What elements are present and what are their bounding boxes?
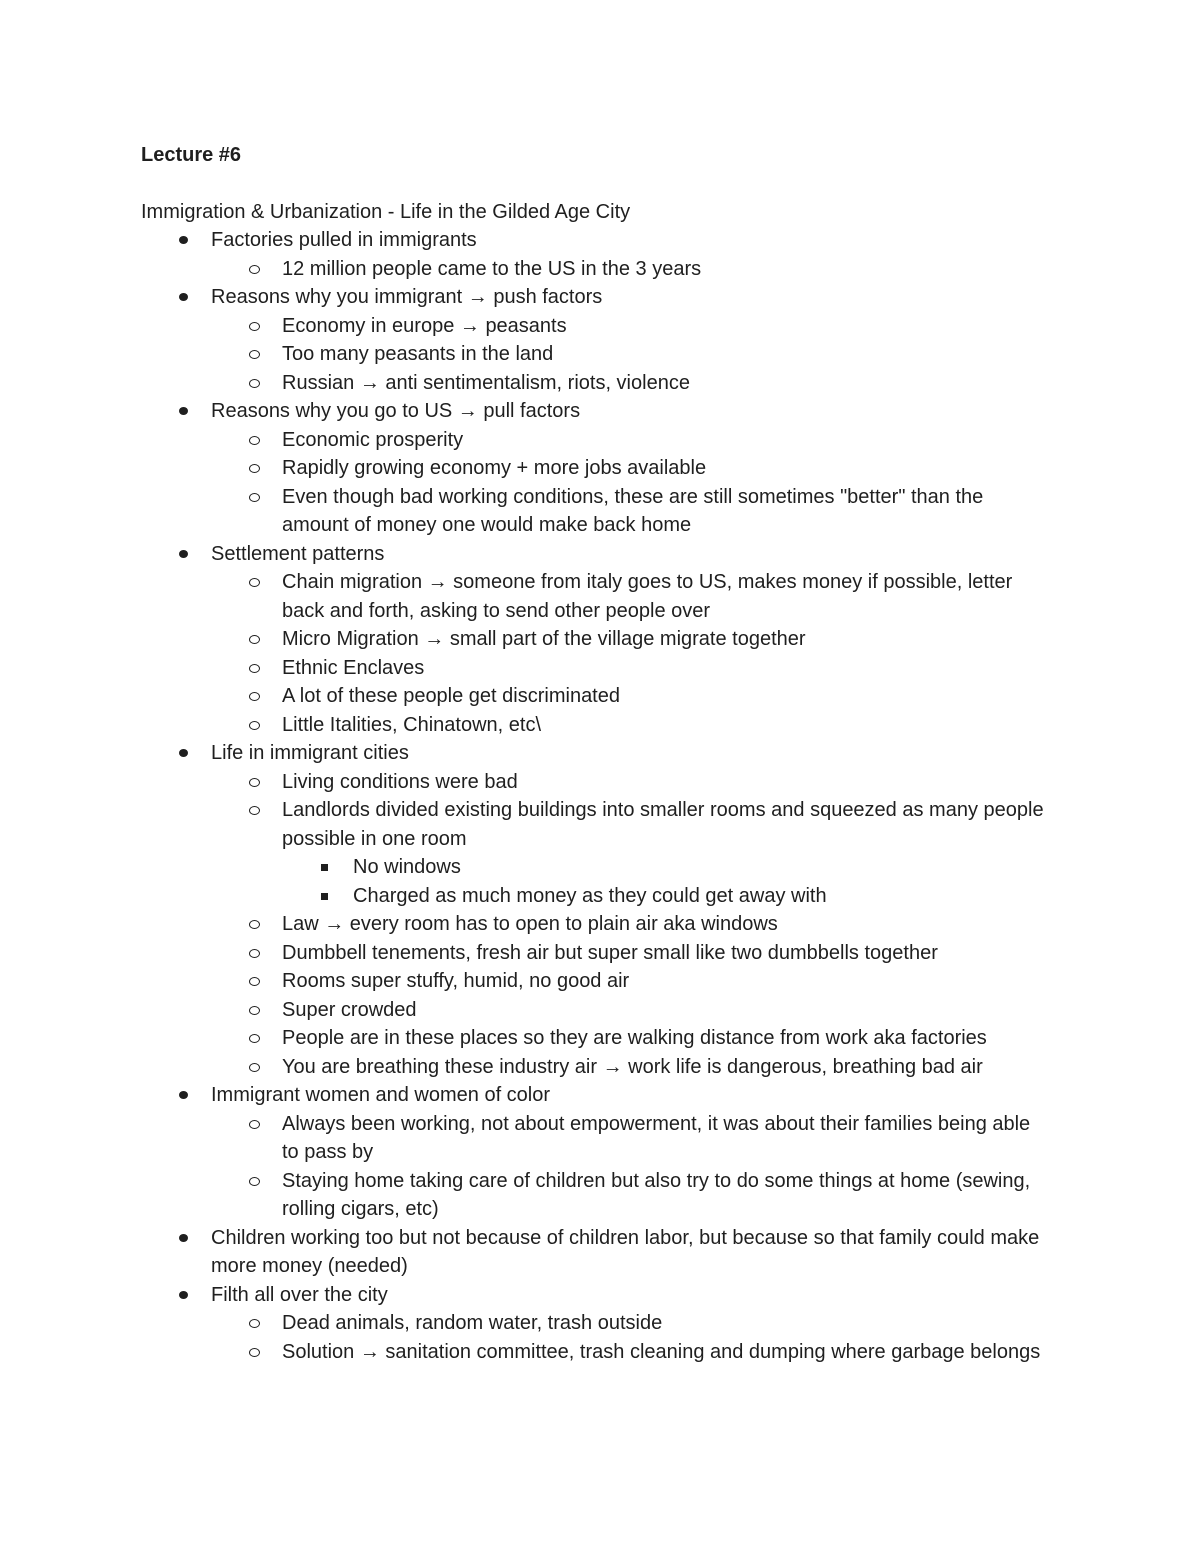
filled-bullet-icon xyxy=(179,1091,188,1099)
list-item xyxy=(0,996,1200,1025)
list-item-text: Reasons why you immigrant → push factors xyxy=(211,286,603,308)
list-item-text: Always been working, not about empowerment, it was about their families being able to pass by xyxy=(282,1112,1031,1163)
list-item xyxy=(0,312,1200,341)
filled-bullet-icon xyxy=(179,1234,188,1242)
sub-list xyxy=(0,853,1200,910)
list-item xyxy=(0,540,1200,740)
list-item xyxy=(0,1053,1200,1082)
filled-bullet-icon xyxy=(179,407,188,415)
list-item xyxy=(0,568,1200,625)
list-item xyxy=(0,939,1200,968)
list-item xyxy=(0,283,1200,397)
list-item xyxy=(0,1224,1200,1281)
list-item-text: Filth all over the city xyxy=(211,1283,388,1306)
hollow-bullet-icon xyxy=(249,1177,260,1186)
filled-bullet-icon xyxy=(179,293,188,301)
hollow-bullet-icon xyxy=(249,1319,260,1328)
list-item xyxy=(0,1167,1200,1224)
filled-bullet-icon xyxy=(179,749,188,757)
list-item-text: Rooms super stuffy, humid, no good air xyxy=(282,970,630,992)
sub-list xyxy=(0,1110,1200,1224)
lecture-title: Lecture #6 xyxy=(141,144,242,166)
list-item-text: Rapidly growing economy + more jobs available xyxy=(282,457,707,479)
hollow-bullet-icon xyxy=(249,1034,260,1043)
list-item-text: Law → every room has to open to plain air aka windows xyxy=(282,913,778,935)
list-item-text: Settlement patterns xyxy=(211,542,385,565)
list-item-text: Economic prosperity xyxy=(282,428,464,451)
list-item xyxy=(0,882,1200,911)
hollow-bullet-icon xyxy=(249,578,260,587)
hollow-bullet-icon xyxy=(249,949,260,958)
list-item xyxy=(0,426,1200,455)
list-item-text: Life in immigrant cities xyxy=(211,742,409,764)
list-item xyxy=(0,739,1200,1081)
list-item xyxy=(0,1110,1200,1167)
list-item xyxy=(0,226,1200,283)
hollow-bullet-icon xyxy=(249,977,260,986)
list-item-text: You are breathing these industry air → work life is dangerous, breathing bad air xyxy=(282,1055,983,1078)
list-item-text: Dumbbell tenements, fresh air but super small like two dumbbells together xyxy=(282,941,938,964)
sub-list xyxy=(0,426,1200,540)
hollow-bullet-icon xyxy=(249,436,260,445)
hollow-bullet-icon xyxy=(249,635,260,644)
list-item-text: Dead animals, random water, trash outside xyxy=(282,1312,663,1334)
list-item-text: Staying home taking care of children but also try to do some things at home (sewing, rolling cigars, etc) xyxy=(282,1169,1031,1220)
list-item xyxy=(0,1281,1200,1367)
list-item xyxy=(0,340,1200,369)
filled-bullet-icon xyxy=(179,236,188,244)
list-item-text: Factories pulled in immigrants xyxy=(211,229,477,251)
list-item-text: Ethnic Enclaves xyxy=(282,656,425,679)
list-item xyxy=(0,369,1200,398)
notes-outline xyxy=(0,226,1200,1366)
hollow-bullet-icon xyxy=(249,1120,260,1129)
hollow-bullet-icon xyxy=(249,721,260,730)
hollow-bullet-icon xyxy=(249,778,260,787)
list-item xyxy=(0,1338,1200,1367)
list-item-text: Super crowded xyxy=(282,998,417,1021)
square-bullet-icon xyxy=(321,893,328,900)
list-item xyxy=(0,454,1200,483)
hollow-bullet-icon xyxy=(249,664,260,673)
hollow-bullet-icon xyxy=(249,350,260,359)
list-item-text: Reasons why you go to US → pull factors xyxy=(211,400,581,422)
list-item-text: Landlords divided existing buildings into smaller rooms and squeezed as many people possible in one room xyxy=(282,799,1044,850)
hollow-bullet-icon xyxy=(249,692,260,701)
list-item xyxy=(0,910,1200,939)
list-item-text: 12 million people came to the US in the 3 years xyxy=(282,257,702,280)
square-bullet-icon xyxy=(321,864,328,871)
hollow-bullet-icon xyxy=(249,464,260,473)
list-item xyxy=(0,796,1200,910)
list-item xyxy=(0,1024,1200,1053)
hollow-bullet-icon xyxy=(249,1006,260,1015)
list-item xyxy=(0,682,1200,711)
hollow-bullet-icon xyxy=(249,806,260,815)
list-item-text: Micro Migration → small part of the village migrate together xyxy=(282,628,806,650)
hollow-bullet-icon xyxy=(249,1063,260,1072)
list-item xyxy=(0,255,1200,284)
list-item-text: Little Italities, Chinatown, etc\ xyxy=(282,713,542,736)
list-item xyxy=(0,853,1200,882)
filled-bullet-icon xyxy=(179,1291,188,1299)
list-item-text: Russian → anti sentimentalism, riots, violence xyxy=(282,371,690,394)
list-item xyxy=(0,625,1200,654)
hollow-bullet-icon xyxy=(249,379,260,388)
sub-list xyxy=(0,1309,1200,1366)
list-item xyxy=(0,654,1200,683)
sub-list xyxy=(0,768,1200,1082)
list-item-text: Children working too but not because of children labor, but because so that family could make more money (needed) xyxy=(211,1226,1040,1277)
list-item-text: Even though bad working conditions, these are still sometimes "better" than the amount of money one would make back home xyxy=(282,485,984,536)
list-item xyxy=(0,1081,1200,1224)
list-item xyxy=(0,768,1200,797)
filled-bullet-icon xyxy=(179,550,188,558)
hollow-bullet-icon xyxy=(249,493,260,502)
list-item xyxy=(0,1309,1200,1338)
list-item-text: People are in these places so they are walking distance from work aka factories xyxy=(282,1027,987,1049)
list-item xyxy=(0,397,1200,540)
sub-list xyxy=(0,312,1200,398)
hollow-bullet-icon xyxy=(249,322,260,331)
hollow-bullet-icon xyxy=(249,920,260,929)
lecture-subtitle: Immigration & Urbanization - Life in the Gilded Age City xyxy=(141,201,631,223)
list-item-text: Living conditions were bad xyxy=(282,770,518,793)
list-item xyxy=(0,483,1200,540)
list-item-text: Charged as much money as they could get away with xyxy=(353,884,827,907)
list-item-text: Immigrant women and women of color xyxy=(211,1084,551,1106)
list-item xyxy=(0,711,1200,740)
hollow-bullet-icon xyxy=(249,1348,260,1357)
list-item-text: Solution → sanitation committee, trash cleaning and dumping where garbage belongs xyxy=(282,1340,1041,1363)
sub-list xyxy=(0,568,1200,739)
sub-list xyxy=(0,255,1200,284)
list-item-text: No windows xyxy=(353,856,461,878)
list-item-text: Chain migration → someone from italy goes to US, makes money if possible, letter back and forth, asking to send other people over xyxy=(282,571,1013,622)
list-item xyxy=(0,967,1200,996)
list-item-text: Too many peasants in the land xyxy=(282,343,554,365)
list-item-text: Economy in europe → peasants xyxy=(282,314,567,337)
hollow-bullet-icon xyxy=(249,265,260,274)
list-item-text: A lot of these people get discriminated xyxy=(282,685,620,707)
